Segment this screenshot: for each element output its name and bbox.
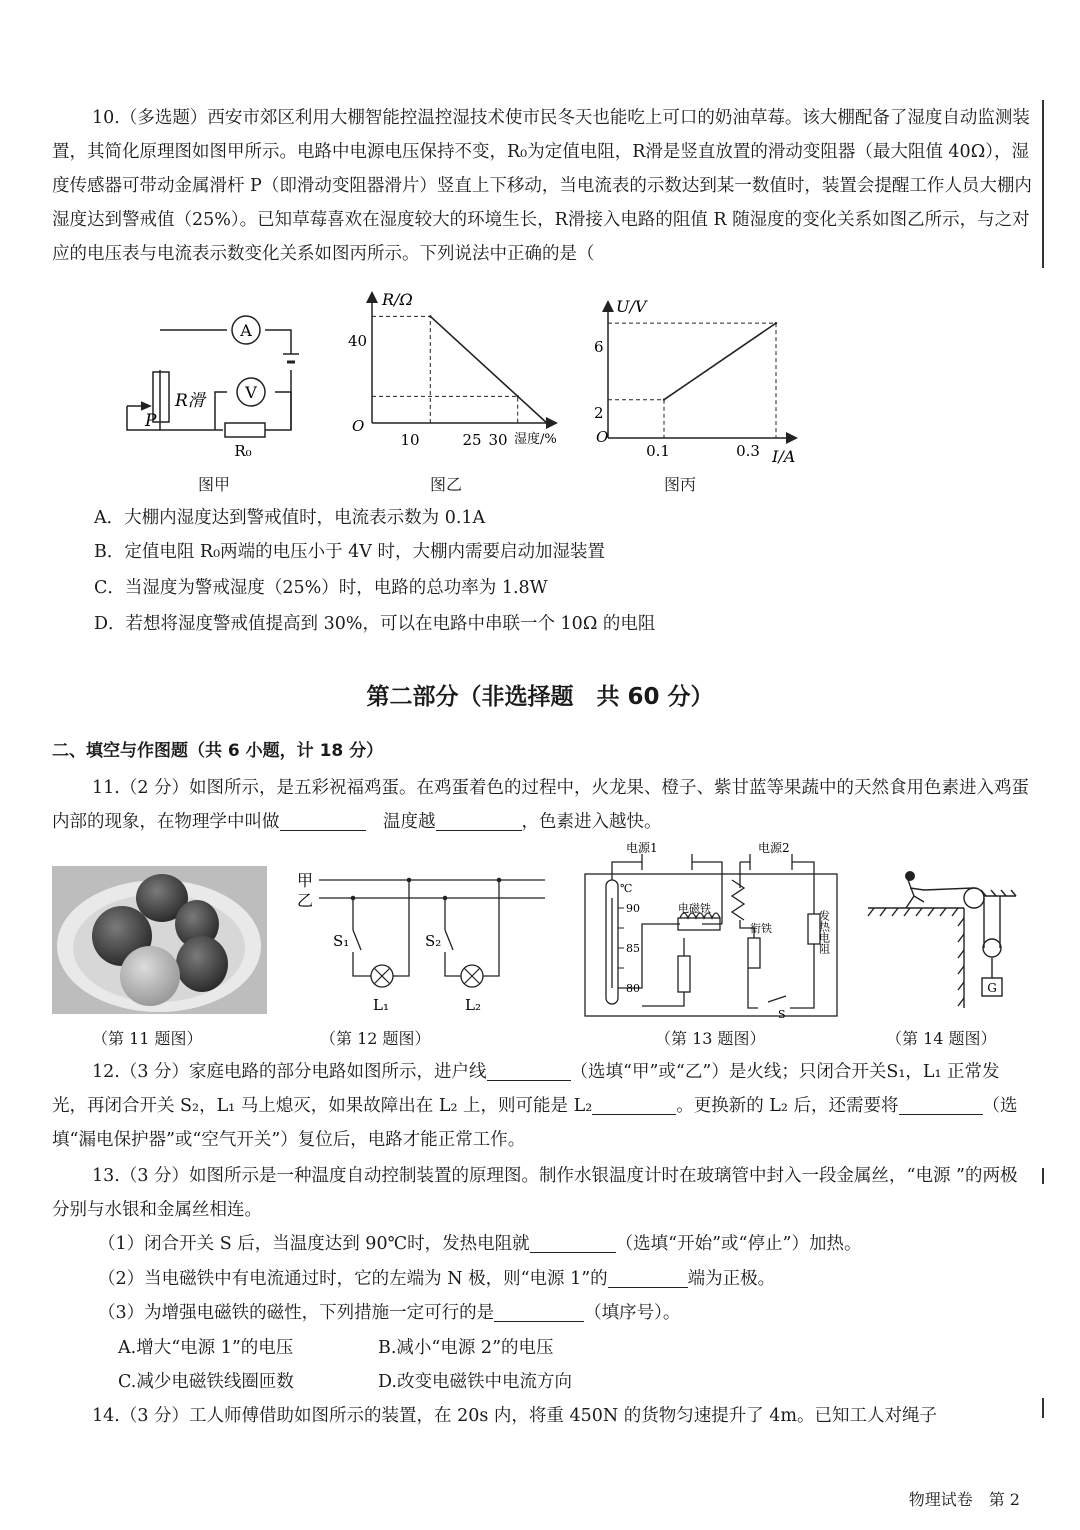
q12-blank-1[interactable]	[487, 1060, 571, 1081]
q13-text: 13.（3 分）如图所示是一种温度自动控制装置的原理图。制作水银温度计时在玻璃管中封入一段金属丝，“电源 ”的两极分别与水银和金属丝相连。	[52, 1166, 1018, 1220]
q13-sub3-a: （3）为增强电磁铁的磁性，下列措施一定可行的是	[98, 1303, 495, 1323]
fig-yi-caption: 图乙	[430, 475, 463, 494]
fig13-heater-label: 发热电阻	[817, 910, 831, 954]
q13-option-a: A.增大“电源 1”的电压	[118, 1338, 294, 1358]
bing-x-arrow	[786, 432, 798, 444]
svg-text:R滑: R滑	[175, 391, 205, 411]
r0-resistor	[225, 423, 265, 437]
fig12-caption: （第 12 题图）	[320, 1029, 431, 1048]
q10-option-b: B．定值电阻 R₀两端的电压小于 4V 时，大棚内需要启动加湿装置	[94, 542, 606, 562]
bing-ylabel: U/V	[616, 297, 647, 316]
q12-part-b: （选填“甲”或“乙”）是火线；只闭合开关	[570, 1062, 887, 1082]
q11-part-a: 11.（2 分）如图所示，是五彩祝福鸡蛋。在鸡蛋着色的过程中，火龙果、橙子、紫甘蓝等果蔬中的天然食用色素进入鸡蛋内部的现象，在物理学中叫做	[52, 778, 1030, 832]
bing-ytick-6: 6	[594, 338, 604, 356]
q13-sub2-a: （2）当电磁铁中有电流通过时，它的左端为 N 极，则“电源 1”的	[98, 1269, 608, 1289]
fig-bing-caption: 图丙	[664, 475, 697, 494]
svg-text:V: V	[245, 383, 257, 402]
fig13-src1-label: 电源1	[626, 841, 658, 855]
q10-number: 10.	[92, 108, 120, 128]
q10-option-d: D．若想将湿度警戒值提高到 30%，可以在电路中串联一个 10Ω 的电阻	[94, 614, 656, 634]
q10-body: 西安市郊区利用大棚智能控温控湿技术使市民冬天也能吃上可口的奶油草莓。该大棚配备了湿度自动监测装置，其简化原理图如图甲所示。电路中电源电压保持不变，R₀为定值电阻，R滑是竖直放置的滑动变阻器（最大阻值 40Ω），湿度传感器可带动金属滑杆 P（即滑动变阻器滑片）竖直上下移动，当电流表的示数达到某一数值时，装置会提醒工作人员大棚内湿度达到警戒值（25%）。已知草莓喜欢在湿度较大的环境生长，R滑接入电路的阻值 R 随湿度的变化关系如图乙所示，与之对应的电压表与电流表示数变化关系如图丙所示。下列说法中正确的是（	[52, 108, 1032, 264]
q14-text: 14.（3 分）工人师傅借助如图所示的装置，在 20s 内，将重 450N 的货物匀速提升了 4m。已知工人对绳子	[92, 1406, 938, 1426]
fig13-s-label: S	[778, 1008, 786, 1020]
q12-part-a: 12.（3 分）家庭电路的部分电路如图所示，进户线	[92, 1062, 487, 1082]
q13-blank-3[interactable]	[494, 1301, 584, 1322]
yi-xtick-30: 30	[488, 431, 508, 449]
q13-option-d: D.改变电磁铁中电流方向	[378, 1372, 572, 1392]
fig13-src2-label: 电源2	[758, 841, 790, 855]
q13-option-c: C.减少电磁铁线圈匝数	[118, 1372, 294, 1392]
worker-head-icon	[905, 871, 915, 881]
svg-text:R₀: R₀	[234, 442, 252, 460]
fig12-l2-label: L₂	[465, 996, 481, 1014]
yi-plot-point-2	[546, 422, 548, 424]
fig-yi-chart	[330, 283, 570, 458]
fig14-pulley	[866, 868, 1041, 1020]
fig13-caption: （第 13 题图）	[655, 1029, 766, 1048]
fig11-eggs-image	[52, 866, 267, 1014]
q13-option-b: B.减小“电源 2”的电压	[378, 1338, 554, 1358]
fig13-80-label: 80	[626, 982, 640, 995]
fig13-magnet-label: 电磁铁	[678, 902, 711, 915]
bing-y-arrow	[602, 300, 614, 312]
fig11-caption: （第 11 题图）	[92, 1029, 203, 1048]
scan-margin-mark-2	[1042, 1168, 1044, 1184]
q11-part-c: ，色素进入越快。	[521, 812, 662, 832]
yi-plot-series-line	[430, 316, 547, 423]
q11-part-b: 温度越	[383, 812, 436, 832]
q10-text	[52, 101, 1032, 271]
yi-plot-guide-0	[372, 316, 430, 423]
bing-plot-guide-0	[608, 400, 664, 438]
yi-xtick-25: 25	[462, 431, 482, 449]
q10-option-c: C．当湿度为警戒湿度（25%）时，电路的总功率为 1.8W	[94, 578, 548, 598]
q12-text	[52, 1055, 1032, 1157]
footer-subject: 物理试卷	[908, 1490, 973, 1509]
yi-xtick-10: 10	[400, 431, 420, 449]
fig14-g-label: G	[987, 981, 997, 995]
bing-xlabel: I/A	[772, 447, 796, 466]
q13-sub1	[98, 1227, 1018, 1261]
yi-ytick-40: 40	[348, 332, 368, 350]
fig-bing-chart	[590, 290, 820, 470]
q11-blank-1[interactable]	[280, 810, 366, 831]
scan-margin-mark-3	[1042, 1398, 1044, 1418]
bing-xtick-01: 0.1	[646, 442, 670, 460]
bing-xtick-03: 0.3	[736, 442, 760, 460]
q13-sub3-b: （填序号）。	[584, 1303, 681, 1323]
yi-origin: O	[352, 417, 365, 435]
fig12-s1-label: S₁	[333, 932, 350, 950]
scan-margin-mark	[1042, 100, 1044, 268]
fig13-85-label: 85	[626, 942, 640, 955]
yi-y-arrow	[366, 291, 378, 303]
q11-text	[52, 771, 1032, 839]
q12-blank-3[interactable]	[899, 1094, 983, 1115]
bing-plot-series-line	[664, 323, 776, 400]
fig12-circuit	[293, 866, 555, 1021]
fig13-armature-label: 衔铁	[750, 922, 772, 935]
bing-ytick-2: 2	[594, 404, 604, 422]
bing-origin: O	[596, 428, 609, 446]
fig13-90-label: 90	[626, 902, 640, 915]
q13-sub1-b: （选填“开始”或“停止”）加热。	[615, 1234, 862, 1254]
yi-plot-point-0	[429, 315, 431, 317]
q13-sub1-a: （1）闭合开关 S 后，当温度达到 90℃时，发热电阻就	[98, 1234, 530, 1254]
yi-xlabel: 湿度/%	[514, 432, 557, 447]
fig13-deg-label: ℃	[620, 882, 633, 895]
fig12-jia-label: 甲	[297, 871, 314, 890]
svg-text:P: P	[145, 411, 157, 431]
yi-ylabel: R/Ω	[382, 290, 413, 309]
fig13-diagram	[582, 838, 844, 1020]
fig12-l1-label: L₁	[373, 996, 389, 1014]
page-footer	[909, 1487, 1020, 1510]
fig14-caption: （第 14 题图）	[886, 1029, 997, 1048]
q13-sub3	[98, 1296, 1018, 1330]
q12-blank-2[interactable]	[592, 1094, 676, 1115]
q13-sub2-b: 端为正极。	[687, 1269, 776, 1289]
bing-plot-point-0	[663, 399, 665, 401]
fig-jia-caption: 图甲	[198, 475, 231, 494]
yi-plot-point-1	[517, 395, 519, 397]
q12-part-f: （选填“漏电保护器”或“空气开关”）复位后，电路才能正常工作。	[52, 1096, 1018, 1150]
bing-plot-point-1	[775, 322, 777, 324]
fig-jia-circuit	[115, 310, 315, 460]
q12-part-c: S₁，L₁ 正常发光，再闭合开关 S₂，L₁ 马上熄灭，如果故障出在 L₂ 上，则可能是 L₂	[52, 1062, 1000, 1116]
fig12-s2-label: S₂	[425, 932, 442, 950]
footer-page: 第 2	[988, 1490, 1020, 1509]
fig12-yi-label: 乙	[297, 891, 314, 910]
section-title: 二、填空与作图题（共 6 小题，计 18 分）	[52, 741, 384, 761]
q10-option-a: A．大棚内湿度达到警戒值时，电流表示数为 0.1A	[94, 508, 486, 528]
yi-plot-guide-1	[372, 396, 518, 423]
q12-part-d: 。更换新的 L₂ 后，	[676, 1096, 829, 1116]
part2-title: 第二部分（非选择题 共 60 分）	[366, 684, 714, 710]
q13-blank-1[interactable]	[530, 1232, 616, 1253]
q12-part-e: 还需要将	[828, 1096, 899, 1116]
q13-blank-2[interactable]	[608, 1267, 688, 1288]
q10-tag: （多选题）	[119, 108, 208, 128]
q13-sub2	[98, 1262, 1018, 1296]
svg-text:A: A	[240, 321, 252, 340]
q11-blank-2[interactable]	[436, 810, 522, 831]
